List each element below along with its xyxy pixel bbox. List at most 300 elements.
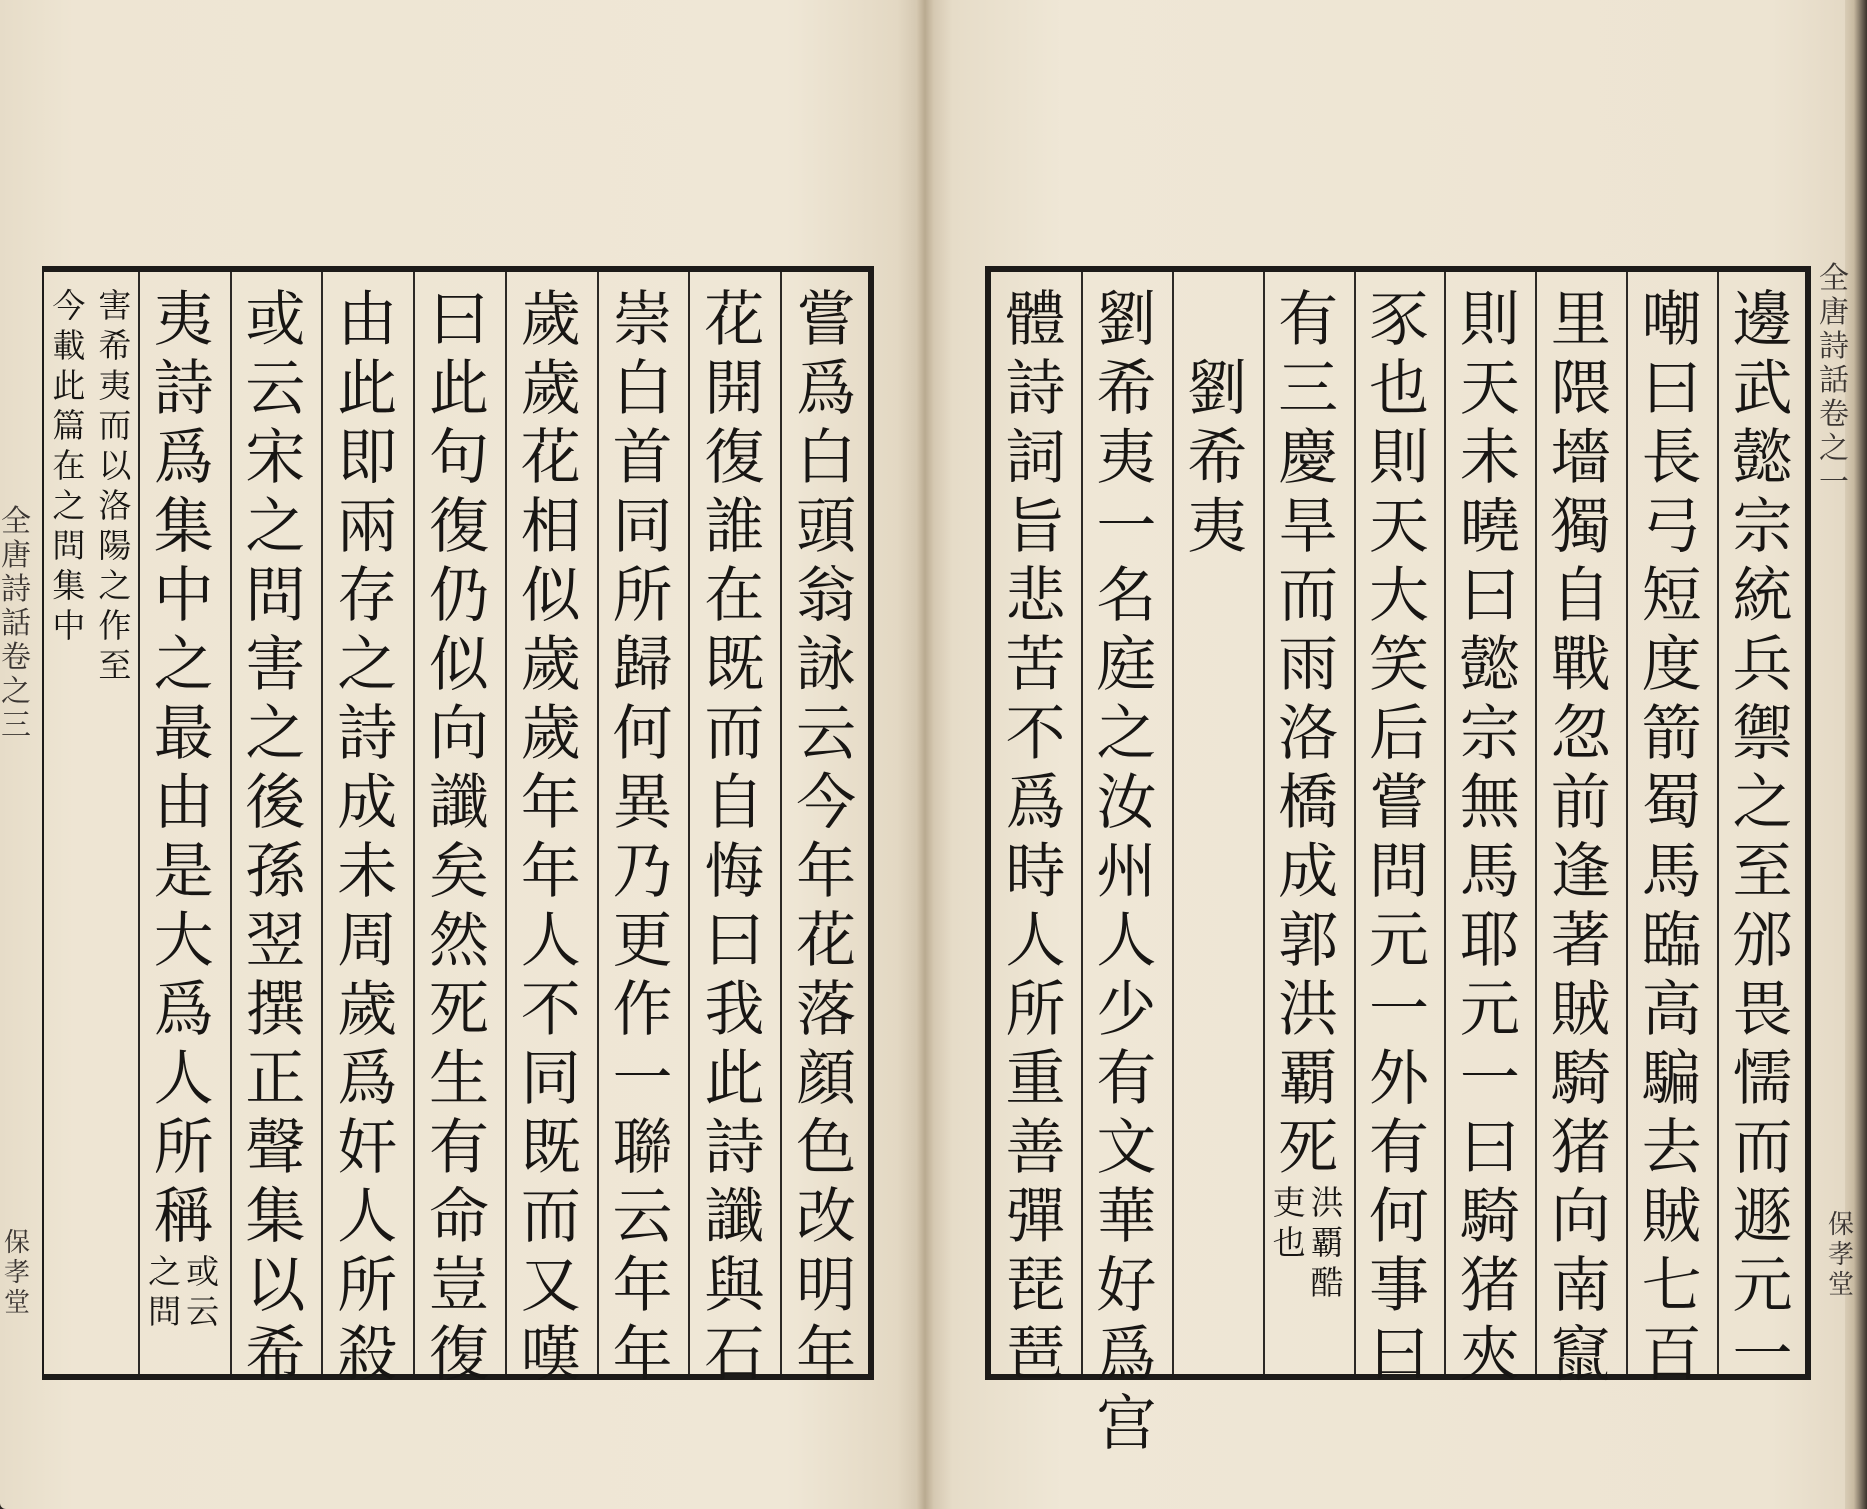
- glyph: 元: [1368, 906, 1429, 976]
- note-glyph: 或: [186, 1252, 220, 1291]
- glyph: 嘲: [1641, 285, 1702, 355]
- glyph: 苦: [1005, 630, 1066, 700]
- glyph: 成: [1278, 837, 1339, 907]
- note-glyph: 吏: [1272, 1183, 1306, 1222]
- glyph: 更: [612, 906, 673, 976]
- glyph: 則: [1368, 423, 1429, 493]
- text-column: [780, 286, 872, 1390]
- glyph: 存: [337, 561, 398, 631]
- glyph: 有: [428, 1113, 489, 1183]
- glyph: 騎: [1550, 1044, 1611, 1114]
- text-column: [1081, 286, 1172, 1459]
- glyph: 夷: [1096, 423, 1157, 493]
- glyph: 三: [1278, 354, 1339, 424]
- text-column: [1535, 286, 1626, 1390]
- glyph: 耶: [1459, 906, 1520, 976]
- glyph: 爲: [337, 1044, 398, 1114]
- glyph: 矣: [428, 837, 489, 907]
- margin-glyph: 三: [1, 708, 31, 743]
- glyph: 之: [245, 699, 306, 769]
- note-glyph: 問: [52, 526, 86, 565]
- glyph: 我: [704, 975, 765, 1045]
- glyph: 汝: [1096, 768, 1157, 838]
- glyph: 少: [1096, 975, 1157, 1045]
- text-column: [1263, 286, 1354, 1303]
- glyph: 旱: [1278, 492, 1339, 562]
- glyph: 撰: [245, 975, 306, 1045]
- note-glyph: 陽: [98, 526, 132, 565]
- glyph: 或: [245, 285, 306, 355]
- note-glyph: 而: [98, 406, 132, 445]
- glyph: 曰: [1459, 561, 1520, 631]
- glyph: 懿: [1732, 423, 1793, 493]
- glyph: 正: [245, 1044, 306, 1114]
- glyph: 庭: [1096, 630, 1157, 700]
- glyph: 遯: [1732, 1182, 1793, 1252]
- glyph: 之: [153, 630, 214, 700]
- glyph: 竄: [1550, 1320, 1611, 1390]
- glyph: 相: [520, 492, 581, 562]
- glyph: 前: [1550, 768, 1611, 838]
- glyph: 文: [1096, 1113, 1157, 1183]
- interlinear-note: [51, 286, 133, 686]
- margin-glyph: 話: [1819, 363, 1849, 398]
- glyph: 弓: [1641, 492, 1702, 562]
- glyph: 夷: [1187, 492, 1248, 562]
- note-glyph: 至: [98, 646, 132, 685]
- glyph: 一: [1732, 1320, 1793, 1390]
- text-column: [505, 286, 597, 1390]
- glyph: 集: [245, 1182, 306, 1252]
- glyph: 事: [1368, 1251, 1429, 1321]
- glyph: 顔: [796, 1044, 857, 1114]
- glyph: 有: [1278, 285, 1339, 355]
- glyph: 有: [1096, 1044, 1157, 1114]
- glyph: 由: [337, 285, 398, 355]
- glyph: 云: [612, 1182, 673, 1252]
- glyph: 稱: [153, 1182, 214, 1252]
- glyph: 好: [1096, 1251, 1157, 1321]
- glyph: 此: [428, 354, 489, 424]
- glyph: 死: [1278, 1113, 1339, 1183]
- glyph: 嘆: [520, 1320, 581, 1390]
- text-column: [321, 286, 413, 1390]
- text-column: [1717, 286, 1808, 1390]
- glyph: 向: [428, 699, 489, 769]
- glyph: 而: [704, 699, 765, 769]
- text-column: [46, 286, 138, 686]
- glyph: 獨: [1550, 492, 1611, 562]
- glyph: 爲: [1005, 768, 1066, 838]
- margin-glyph: 話: [1, 606, 31, 641]
- glyph: 元: [1459, 975, 1520, 1045]
- glyph: 名: [1096, 561, 1157, 631]
- glyph: 去: [1641, 1113, 1702, 1183]
- glyph: 蜀: [1641, 768, 1702, 838]
- glyph: 旨: [1005, 492, 1066, 562]
- glyph: 詩: [704, 1113, 765, 1183]
- glyph: 不: [1005, 699, 1066, 769]
- glyph: 慶: [1278, 423, 1339, 493]
- glyph: 邊: [1732, 285, 1793, 355]
- glyph: 翁: [796, 561, 857, 631]
- glyph: 賊: [1550, 975, 1611, 1045]
- glyph: 戰: [1550, 630, 1611, 700]
- glyph: 里: [1550, 285, 1611, 355]
- glyph: 之: [337, 630, 398, 700]
- note-glyph: 此: [52, 366, 86, 405]
- glyph: 郭: [1278, 906, 1339, 976]
- glyph: 落: [796, 975, 857, 1045]
- note-glyph: 云: [186, 1292, 220, 1331]
- glyph: 所: [337, 1251, 398, 1321]
- glyph: 今: [796, 768, 857, 838]
- glyph: 南: [1550, 1251, 1611, 1321]
- glyph: 既: [520, 1113, 581, 1183]
- glyph: 詩: [153, 354, 214, 424]
- glyph: 聯: [612, 1113, 673, 1183]
- left-margin-title: [0, 505, 32, 743]
- glyph: 乃: [612, 837, 673, 907]
- glyph: 後: [245, 768, 306, 838]
- publisher-glyph: 孝: [3, 1258, 30, 1288]
- publisher-glyph: 孝: [1827, 1240, 1854, 1270]
- glyph: 復: [704, 423, 765, 493]
- glyph: 未: [1459, 423, 1520, 493]
- glyph: 劉: [1187, 354, 1248, 424]
- glyph: 歲: [520, 699, 581, 769]
- note-glyph: 之: [52, 486, 86, 525]
- glyph: 石: [704, 1320, 765, 1390]
- glyph: 歲: [337, 975, 398, 1045]
- glyph: 命: [428, 1182, 489, 1252]
- glyph: 人: [1005, 906, 1066, 976]
- glyph: 曰: [1641, 354, 1702, 424]
- glyph: 夷: [153, 285, 214, 355]
- glyph: 度: [1641, 630, 1702, 700]
- text-column: [1444, 286, 1535, 1390]
- glyph: 成: [337, 768, 398, 838]
- glyph: 而: [1278, 561, 1339, 631]
- text-column: [597, 286, 689, 1390]
- glyph: 此: [704, 1044, 765, 1114]
- glyph: 復: [428, 1320, 489, 1390]
- glyph: 翌: [245, 906, 306, 976]
- glyph: 首: [612, 423, 673, 493]
- glyph: 悔: [704, 837, 765, 907]
- glyph: 宋: [245, 423, 306, 493]
- glyph: 殺: [337, 1320, 398, 1390]
- glyph: 白: [612, 354, 673, 424]
- glyph: 一: [1459, 1044, 1520, 1114]
- glyph: 著: [1550, 906, 1611, 976]
- glyph: 無: [1459, 768, 1520, 838]
- glyph: 何: [1368, 1182, 1429, 1252]
- note-glyph: 作: [98, 606, 132, 645]
- glyph: 體: [1005, 285, 1066, 355]
- glyph: 聲: [245, 1113, 306, 1183]
- glyph: 在: [704, 561, 765, 631]
- left-publisher-mark: [2, 1228, 32, 1318]
- glyph: 希: [245, 1320, 306, 1390]
- glyph: 仍: [428, 561, 489, 631]
- interlinear-note: [147, 1252, 221, 1332]
- glyph: 曰: [428, 285, 489, 355]
- glyph: 逢: [1550, 837, 1611, 907]
- glyph: 有: [1368, 1113, 1429, 1183]
- glyph: 馬: [1459, 837, 1520, 907]
- note-glyph: 夷: [98, 366, 132, 405]
- glyph: 此: [337, 354, 398, 424]
- glyph: 云: [245, 354, 306, 424]
- glyph: 猪: [1550, 1113, 1611, 1183]
- glyph: 百: [1641, 1320, 1702, 1390]
- glyph: 頭: [796, 492, 857, 562]
- glyph: 馬: [1641, 837, 1702, 907]
- text-column: [990, 286, 1081, 1390]
- note-glyph: 洛: [98, 486, 132, 525]
- note-glyph: 今: [52, 286, 86, 325]
- glyph: 忽: [1550, 699, 1611, 769]
- glyph: 騙: [1641, 1044, 1702, 1114]
- note-glyph: 在: [52, 446, 86, 485]
- glyph: 外: [1368, 1044, 1429, 1114]
- text-column: [1626, 286, 1717, 1390]
- note-glyph: 集: [52, 566, 86, 605]
- publisher-glyph: 堂: [3, 1288, 30, 1318]
- note-glyph: 之: [148, 1252, 182, 1291]
- glyph: 悲: [1005, 561, 1066, 631]
- note-glyph: 希: [98, 326, 132, 365]
- glyph: 也: [1368, 354, 1429, 424]
- glyph: 洛: [1278, 699, 1339, 769]
- glyph: 又: [520, 1251, 581, 1321]
- glyph: 曰: [1459, 1113, 1520, 1183]
- glyph: 與: [704, 1251, 765, 1321]
- glyph: 年: [612, 1320, 673, 1390]
- note-glyph: 酷: [1310, 1263, 1344, 1302]
- glyph: 詞: [1005, 423, 1066, 493]
- margin-glyph: 全: [1819, 261, 1849, 296]
- glyph: 至: [1732, 837, 1793, 907]
- glyph: 華: [1096, 1182, 1157, 1252]
- glyph: 孫: [245, 837, 306, 907]
- glyph: 宫: [1096, 1389, 1157, 1459]
- glyph: 彈: [1005, 1182, 1066, 1252]
- glyph: 兵: [1732, 630, 1793, 700]
- glyph: 詠: [796, 630, 857, 700]
- glyph: 句: [428, 423, 489, 493]
- note-glyph: 也: [1272, 1223, 1306, 1262]
- glyph: 而: [1732, 1113, 1793, 1183]
- glyph: 自: [704, 768, 765, 838]
- glyph: 曉: [1459, 492, 1520, 562]
- glyph: 大: [153, 906, 214, 976]
- glyph: 而: [520, 1182, 581, 1252]
- glyph: 嘗: [1368, 768, 1429, 838]
- glyph: 洪: [1278, 975, 1339, 1045]
- glyph: 長: [1641, 423, 1702, 493]
- margin-glyph: 唐: [1819, 295, 1849, 330]
- glyph: 善: [1005, 1113, 1066, 1183]
- note-glyph: 洪: [1310, 1183, 1344, 1222]
- glyph: 所: [612, 561, 673, 631]
- glyph: 問: [1368, 837, 1429, 907]
- note-glyph: 以: [98, 446, 132, 485]
- glyph: 讖: [428, 768, 489, 838]
- glyph: 同: [520, 1044, 581, 1114]
- margin-glyph: 全: [1, 504, 31, 539]
- glyph: 年: [612, 1251, 673, 1321]
- glyph: 害: [245, 630, 306, 700]
- glyph: 天: [1368, 492, 1429, 562]
- glyph: 兩: [337, 492, 398, 562]
- glyph: 色: [796, 1113, 857, 1183]
- glyph: 一: [1368, 975, 1429, 1045]
- glyph: 雨: [1278, 630, 1339, 700]
- glyph: 之: [245, 492, 306, 562]
- glyph: 花: [796, 906, 857, 976]
- glyph: 問: [245, 561, 306, 631]
- glyph: 墻: [1550, 423, 1611, 493]
- text-column: [688, 286, 780, 1390]
- glyph: 即: [337, 423, 398, 493]
- glyph: 重: [1005, 1044, 1066, 1114]
- glyph: 讖: [704, 1182, 765, 1252]
- right-margin-title: [1818, 262, 1850, 500]
- glyph: 統: [1732, 561, 1793, 631]
- glyph: 周: [337, 906, 398, 976]
- publisher-glyph: 保: [3, 1228, 30, 1258]
- glyph: 既: [704, 630, 765, 700]
- note-glyph: 中: [52, 606, 86, 645]
- note-glyph: 之: [98, 566, 132, 605]
- glyph: 不: [520, 975, 581, 1045]
- glyph: 希: [1096, 354, 1157, 424]
- glyph: 所: [153, 1113, 214, 1183]
- margin-glyph: 詩: [1819, 329, 1849, 364]
- glyph: 何: [612, 699, 673, 769]
- glyph: 作: [612, 975, 673, 1045]
- glyph: 高: [1641, 975, 1702, 1045]
- glyph: 猪: [1459, 1251, 1520, 1321]
- margin-glyph: 之: [1, 674, 31, 709]
- text-column: [413, 286, 505, 1390]
- margin-glyph: 卷: [1819, 397, 1849, 432]
- glyph: 宗: [1732, 492, 1793, 562]
- glyph: 似: [520, 561, 581, 631]
- glyph: 歲: [520, 285, 581, 355]
- text-column: [1354, 286, 1445, 1390]
- glyph: 夾: [1459, 1320, 1520, 1390]
- glyph: 是: [153, 837, 214, 907]
- glyph: 短: [1641, 561, 1702, 631]
- glyph: 一: [1096, 492, 1157, 562]
- glyph: 中: [153, 561, 214, 631]
- glyph: 集: [153, 492, 214, 562]
- text-column: [230, 286, 322, 1390]
- glyph: 禦: [1732, 699, 1793, 769]
- margin-glyph: 詩: [1, 572, 31, 607]
- note-glyph: 載: [52, 326, 86, 365]
- glyph: 爲: [796, 354, 857, 424]
- glyph: 然: [428, 906, 489, 976]
- glyph: 白: [796, 423, 857, 493]
- glyph: 生: [428, 1044, 489, 1114]
- glyph: 似: [428, 630, 489, 700]
- glyph: 最: [153, 699, 214, 769]
- glyph: 則: [1459, 285, 1520, 355]
- glyph: 宗: [1459, 699, 1520, 769]
- glyph: 天: [1459, 354, 1520, 424]
- glyph: 人: [153, 1044, 214, 1114]
- publisher-glyph: 堂: [1827, 1270, 1854, 1300]
- glyph: 爲: [153, 423, 214, 493]
- glyph: 明: [796, 1251, 857, 1321]
- glyph: 云: [796, 699, 857, 769]
- margin-glyph: 之: [1819, 431, 1849, 466]
- glyph: 人: [337, 1182, 398, 1252]
- glyph: 開: [704, 354, 765, 424]
- glyph: 年: [520, 768, 581, 838]
- glyph: 之: [1732, 768, 1793, 838]
- glyph: 歲: [520, 354, 581, 424]
- glyph: 琵: [1005, 1251, 1066, 1321]
- glyph: 一: [612, 1044, 673, 1114]
- glyph: 崇: [612, 285, 673, 355]
- glyph: 向: [1550, 1182, 1611, 1252]
- margin-glyph: 卷: [1, 640, 31, 675]
- glyph: 邠: [1732, 906, 1793, 976]
- glyph: 由: [153, 768, 214, 838]
- glyph: 畏: [1732, 975, 1793, 1045]
- glyph: 七: [1641, 1251, 1702, 1321]
- note-glyph: 覇: [1310, 1223, 1344, 1262]
- glyph: 曰: [1368, 1320, 1429, 1390]
- note-glyph: 篇: [52, 406, 86, 445]
- glyph: 未: [337, 837, 398, 907]
- text-column: [1172, 286, 1263, 562]
- glyph: 歸: [612, 630, 673, 700]
- glyph: 懿: [1459, 630, 1520, 700]
- glyph: 誰: [704, 492, 765, 562]
- glyph: 自: [1550, 561, 1611, 631]
- glyph: 復: [428, 492, 489, 562]
- glyph: 臨: [1641, 906, 1702, 976]
- glyph: 隈: [1550, 354, 1611, 424]
- glyph: 人: [1096, 906, 1157, 976]
- glyph: 年: [796, 1320, 857, 1390]
- glyph: 年: [796, 837, 857, 907]
- glyph: 豕: [1368, 285, 1429, 355]
- glyph: 奸: [337, 1113, 398, 1183]
- glyph: 元: [1732, 1251, 1793, 1321]
- glyph: 改: [796, 1182, 857, 1252]
- glyph: 曰: [704, 906, 765, 976]
- margin-glyph: 一: [1819, 465, 1849, 500]
- glyph: 詩: [337, 699, 398, 769]
- glyph: 笑: [1368, 630, 1429, 700]
- glyph: 以: [245, 1251, 306, 1321]
- glyph: 劉: [1096, 285, 1157, 355]
- interlinear-note: [1271, 1183, 1345, 1303]
- glyph: 花: [520, 423, 581, 493]
- glyph: 所: [1005, 975, 1066, 1045]
- book-gutter: [916, 0, 934, 1509]
- glyph: 詩: [1005, 354, 1066, 424]
- glyph: 異: [612, 768, 673, 838]
- glyph: 賊: [1641, 1182, 1702, 1252]
